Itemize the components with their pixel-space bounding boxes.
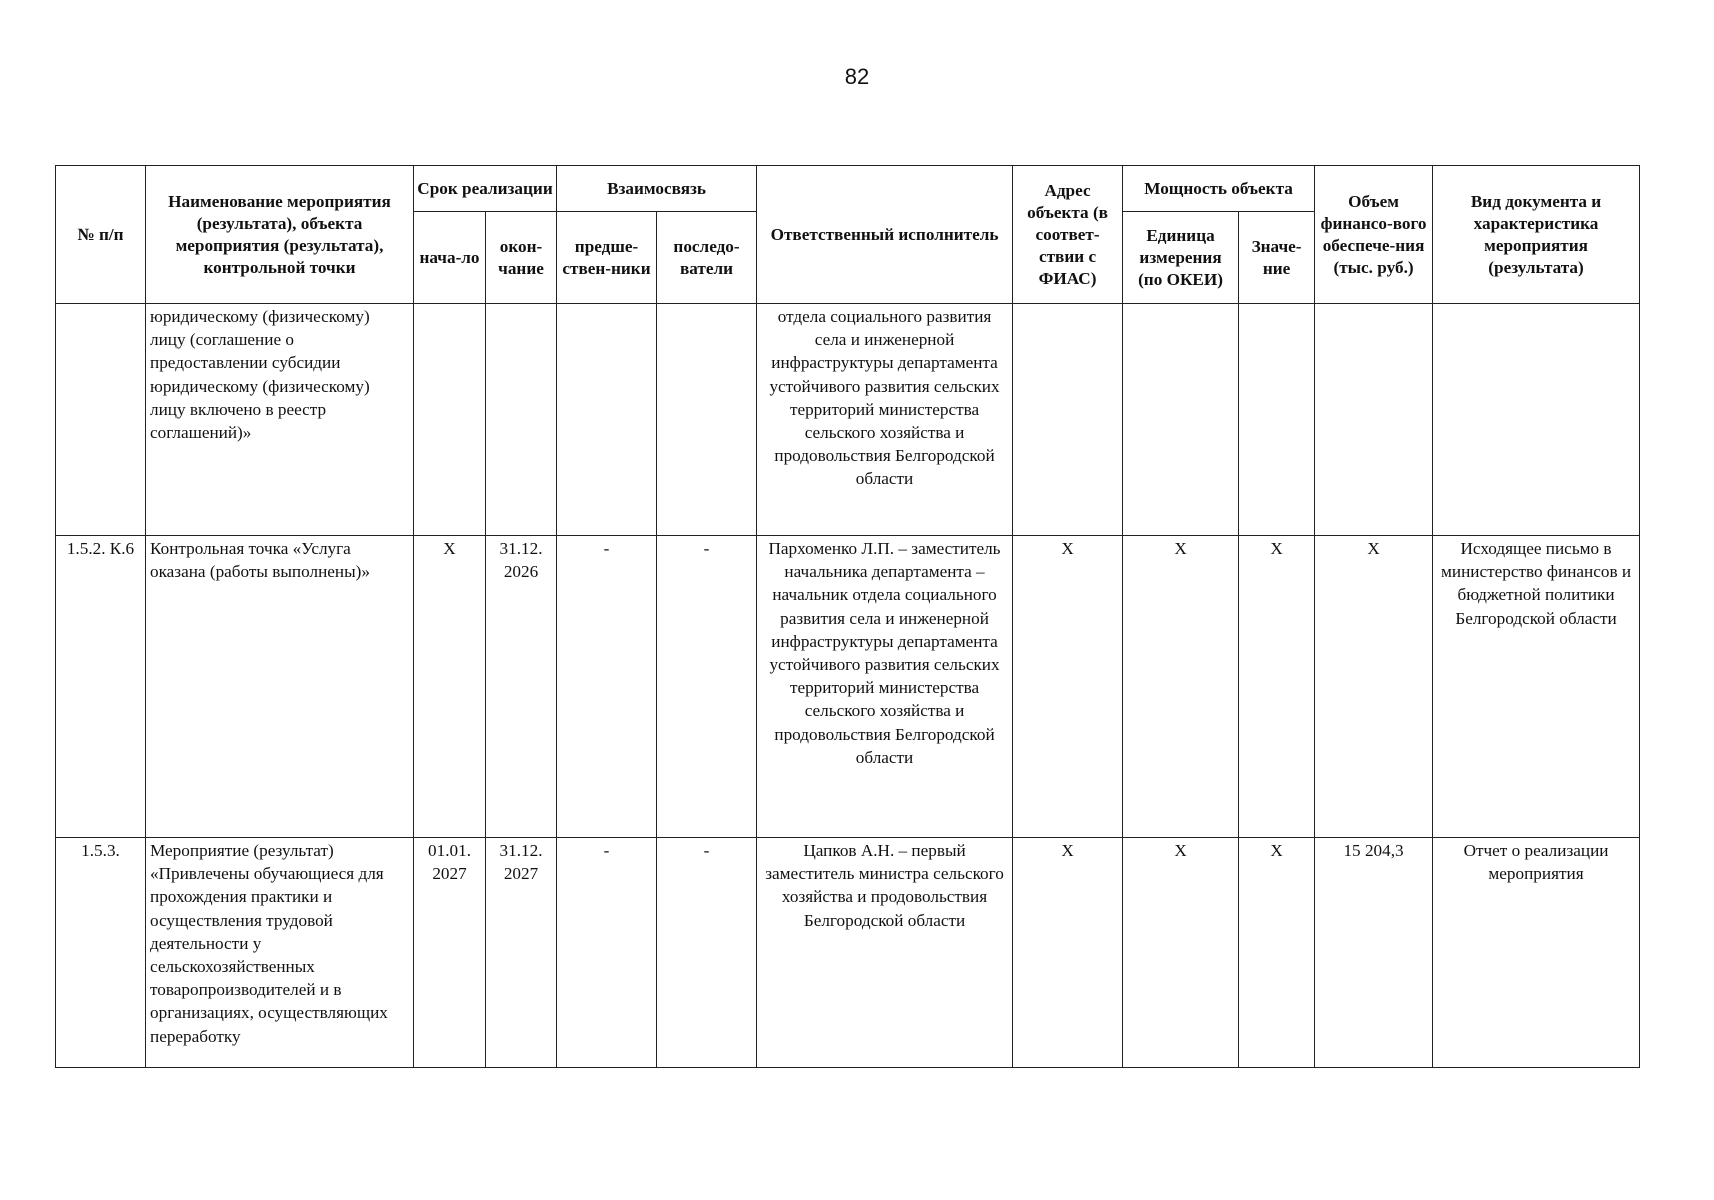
page-number: 82 (844, 64, 870, 89)
header-executor: Ответственный исполнитель (757, 166, 1013, 304)
header-doc: Вид документа и характеристика мероприятия (результата) (1433, 166, 1640, 304)
cell-num: 1.5.3. (56, 838, 146, 1068)
cell-value: X (1239, 838, 1315, 1068)
cell-address (1013, 304, 1123, 536)
cell-funding (1315, 304, 1433, 536)
table-header (56, 166, 1640, 304)
cell-prev: - (557, 838, 657, 1068)
cell-end: 31.12. 2027 (486, 838, 557, 1068)
cell-name: Мероприятие (результат) «Привлечены обучающиеся для прохождения практики и осуществления трудовой деятельности у сельскохозяйственных товаропроизводителей и в организациях, осуществляющих переработку (146, 838, 414, 1068)
header-num: № п/п (56, 166, 146, 304)
cell-num (56, 304, 146, 536)
cell-value: X (1239, 536, 1315, 838)
header-term: Срок реализации (414, 166, 557, 212)
cell-doc (1433, 304, 1640, 536)
header-name: Наименование мероприятия (результата), объекта мероприятия (результата), контрольной точки (146, 166, 414, 304)
cell-start: 01.01. 2027 (414, 838, 486, 1068)
cell-prev: - (557, 536, 657, 838)
cell-end (486, 304, 557, 536)
table-body (56, 304, 1640, 1068)
events-table-container (55, 165, 1639, 1068)
cell-value (1239, 304, 1315, 536)
cell-executor: отдела социального развития села и инженерной инфраструктуры департамента устойчивого развития сельских территорий министерства сельского хозяйства и продовольствия Белгородской области (757, 304, 1013, 536)
cell-num: 1.5.2. К.6 (56, 536, 146, 838)
cell-start (414, 304, 486, 536)
cell-doc: Отчет о реализации мероприятия (1433, 838, 1640, 1068)
table-row (56, 838, 1640, 1068)
cell-name: Контрольная точка «Услуга оказана (работы выполнены)» (146, 536, 414, 838)
header-relation: Взаимосвязь (557, 166, 757, 212)
table-row (56, 536, 1640, 838)
cell-unit: X (1123, 838, 1239, 1068)
cell-name: юридическому (физическому) лицу (соглашение о предоставлении субсидии юридическому (физическому) лицу включено в реестр соглашений)» (146, 304, 414, 536)
cell-address: X (1013, 838, 1123, 1068)
cell-funding: 15 204,3 (1315, 838, 1433, 1068)
header-capacity-unit: Единица измерения (по ОКЕИ) (1123, 212, 1239, 304)
cell-next: - (657, 838, 757, 1068)
cell-unit (1123, 304, 1239, 536)
cell-executor: Пархоменко Л.П. – заместитель начальника департамента – начальник отдела социального развития села и инженерной инфраструктуры департамента устойчивого развития сельских территорий министерства сельского хозяйства и продовольствия Белгородской области (757, 536, 1013, 838)
header-capacity: Мощность объекта (1123, 166, 1315, 212)
header-term-end: окон-чание (486, 212, 557, 304)
cell-next (657, 304, 757, 536)
events-table (55, 165, 1640, 1068)
header-capacity-value: Значе-ние (1239, 212, 1315, 304)
cell-address: X (1013, 536, 1123, 838)
header-address: Адрес объекта (в соответ-ствии с ФИАС) (1013, 166, 1123, 304)
header-relation-next: последо-ватели (657, 212, 757, 304)
header-relation-prev: предше-ствен-ники (557, 212, 657, 304)
header-funding: Объем финансо-вого обеспече-ния (тыс. руб.) (1315, 166, 1433, 304)
header-term-start: нача-ло (414, 212, 486, 304)
cell-executor: Цапков А.Н. – первый заместитель министра сельского хозяйства и продовольствия Белгородской области (757, 838, 1013, 1068)
cell-funding: X (1315, 536, 1433, 838)
table-row (56, 304, 1640, 536)
cell-prev (557, 304, 657, 536)
cell-doc: Исходящее письмо в министерство финансов и бюджетной политики Белгородской области (1433, 536, 1640, 838)
cell-start: X (414, 536, 486, 838)
cell-next: - (657, 536, 757, 838)
cell-unit: X (1123, 536, 1239, 838)
cell-end: 31.12. 2026 (486, 536, 557, 838)
